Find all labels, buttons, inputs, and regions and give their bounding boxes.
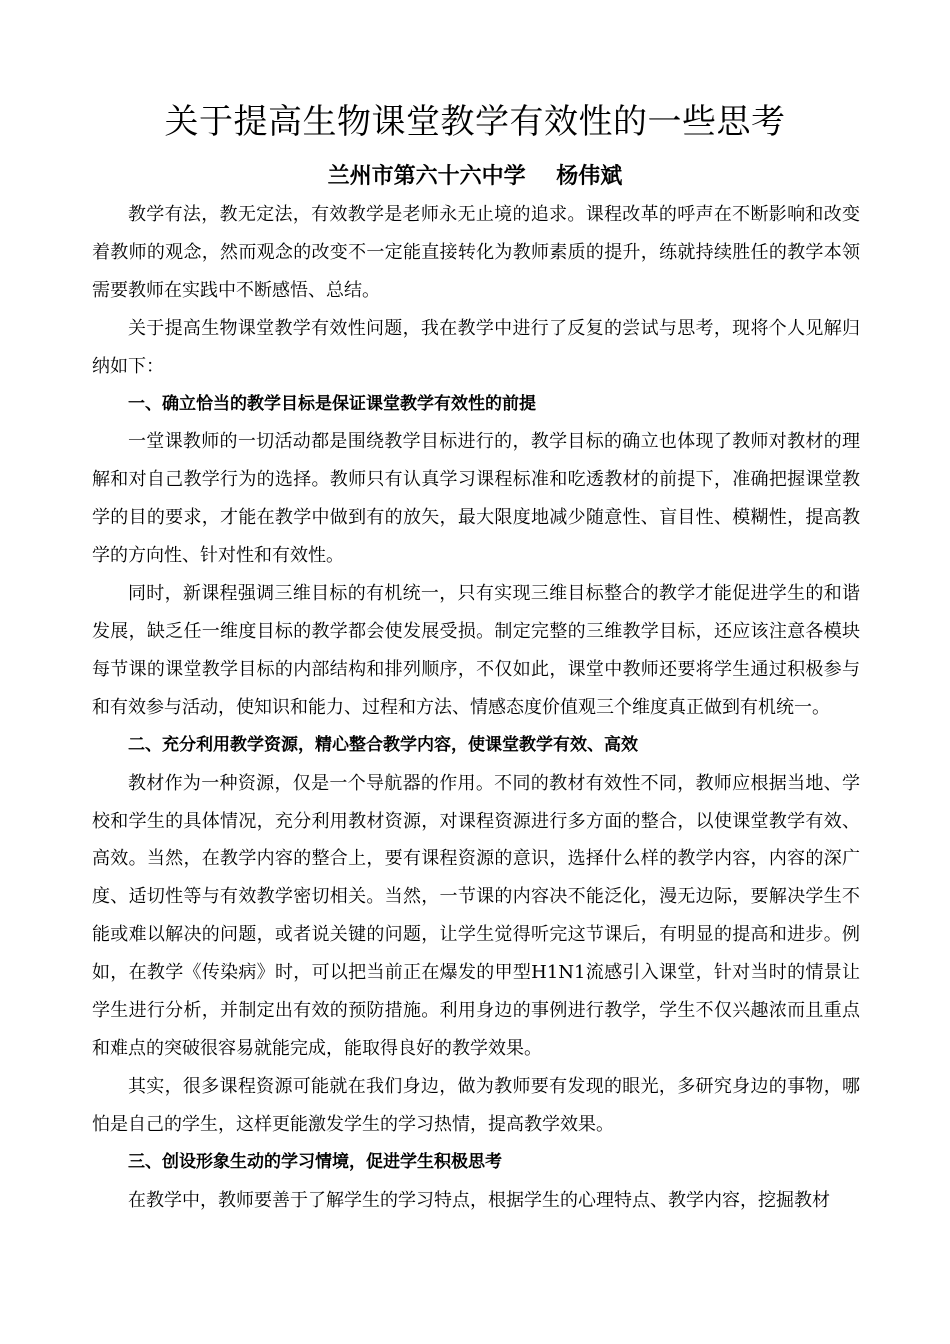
paragraph-intro: 教学有法，教无定法，有效教学是老师永无止境的追求。课程改革的呼声在不断影响和改变着教师的观念，然而观念的改变不一定能直接转化为教师素质的提升，练就持续胜任的教学本领需要教师在实践中不断感悟、总结。 (92, 204, 860, 301)
paragraph-section1-b: 同时，新课程强调三维目标的有机统一，只有实现三维目标整合的教学才能促进学生的和谐发展，缺乏任一维度目标的教学都会使发展受损。制定完整的三维教学目标，还应该注意各模块每节课的课堂教学目标的内部结构和排列顺序，不仅如此，课堂中教师还要将学生通过积极参与和有效参与活动，使知识和能力、过程和方法、情感态度价值观三个维度真正做到有机统一。 (92, 583, 860, 718)
document-body (92, 196, 860, 1219)
paragraph-overview: 关于提高生物课堂教学有效性问题，我在教学中进行了反复的尝试与思考，现将个人见解归纳如下： (92, 317, 860, 377)
document-title: 关于提高生物课堂教学有效性的一些思考 (164, 102, 786, 142)
section-heading-2: 二、充分利用教学资源，精心整合教学内容，使课堂教学有效、高效 (128, 734, 638, 755)
paragraph-section2-b: 其实，很多课程资源可能就在我们身边，做为教师要有发现的眼光，多研究身边的事物，哪怕是自己的学生，这样更能激发学生的学习热情，提高教学效果。 (92, 1075, 860, 1135)
paragraph-section1-a: 一堂课教师的一切活动都是围绕教学目标进行的，教学目标的确立也体现了教师对教材的理解和对自己教学行为的选择。教师只有认真学习课程标准和吃透教材的前提下，准确把握课堂教学的目的要求，才能在教学中做到有的放矢，最大限度地减少随意性、盲目性、模糊性，提高教学的方向性、针对性和有效性。 (92, 431, 860, 567)
author-line: 兰州市第六十六中学 杨伟斌 (327, 164, 623, 189)
section-heading-1: 一、确立恰当的教学目标是保证课堂教学有效性的前提 (128, 393, 536, 414)
section-heading-3: 三、创设形象生动的学习情境，促进学生积极思考 (128, 1151, 502, 1172)
paragraph-section3-a: 在教学中，教师要善于了解学生的学习特点，根据学生的心理特点、教学内容，挖掘教材 (128, 1189, 830, 1211)
paragraph-section2-a: 教材作为一种资源，仅是一个导航器的作用。不同的教材有效性不同，教师应根据当地、学校和学生的具体情况，充分利用教材资源，对课程资源进行多方面的整合，以使课堂教学有效、高效。当然，在教学内容的整合上，要有课程资源的意识，选择什么样的教学内容，内容的深广度、适切性等与有效教学密切相关。当然，一节课的内容决不能泛化，漫无边际，要解决学生不能或难以解决的问题，或者说关键的问题，让学生觉得听完这节课后，有明显的提高和进步。例如，在教学《传染病》时，可以把当前正在爆发的甲型H1N1流感引入课堂，针对当时的情景让学生进行分析，并制定出有效的预防措施。利用身边的事例进行教学，学生不仅兴趣浓而且重点和难点的突破很容易就能完成，能取得良好的教学效果。 (92, 772, 860, 1059)
